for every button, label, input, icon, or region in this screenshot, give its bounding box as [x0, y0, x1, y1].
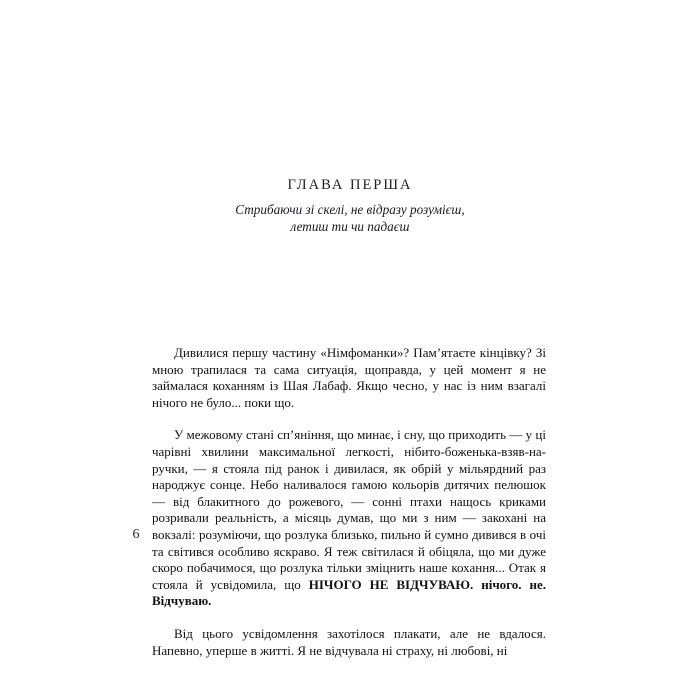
chapter-title: ГЛАВА ПЕРША — [287, 177, 413, 193]
body-text-column — [152, 345, 546, 659]
paragraph-1: Дивилися першу частину «Німфоманки»? Пам’ятаєте кінцівку? Зі мною трапилася та сама ситуація, щоправда, у цей момент я не займалася коханням із Шая Лабаф. Якщо чесно, у нас із ним взагалі нічого не було... поки що. — [152, 345, 546, 410]
page-number: 6 — [132, 527, 140, 542]
chapter-heading-block — [0, 176, 700, 235]
paragraph-2-emphasis: НІЧОГО НЕ ВІДЧУВАЮ. нічого. не. Відчуваю. — [152, 576, 546, 609]
paragraph-2 — [152, 427, 546, 610]
epigraph-line-1: Стрибаючи зі скелі, не відразу розумієш, — [235, 202, 465, 218]
paragraph-2-text: У межовому стані сп’яніння, що минає, і сну, що приходить — у ці чарівні хвилини максимальної легкості, нібито-боженька-взяв-на-ручки, — я стояла під ранок і дивилася, як обрій у мільярдний раз народжує сонце. Небо наливалося гамою кольорів дитячих пелюшок — від блакитного до рожевого, — сонні птахи нащось криками розривали реальність, а місяць думав, що ми з ним — закохані на вокзалі: розуміючи, що розлука близько, пильно й сумно дивився в очі та світився особливо яскраво. Я теж світилася й обіцяла, що ми дуже скоро побачимося, що розлука тільки зміцнить наше кохання... Отак я стояла й усвідомила, що — [152, 427, 546, 592]
chapter-epigraph — [0, 201, 700, 235]
epigraph-line-2: летиш ти чи падаєш — [290, 219, 410, 235]
paragraph-3: Від цього усвідомлення захотілося плакати, але не вдалося. Напевно, уперше в житті. Я не відчувала ні страху, ні любові, ні — [152, 625, 546, 658]
